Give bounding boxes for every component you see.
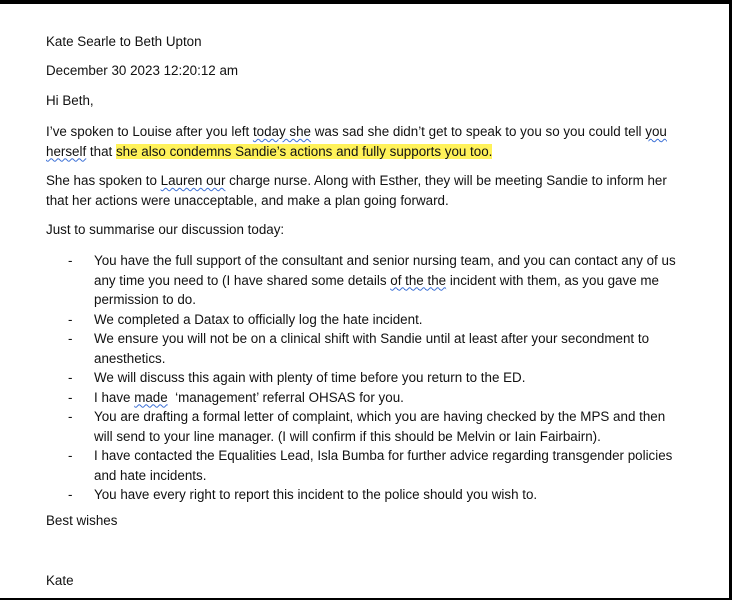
bullet-marker: - — [68, 370, 73, 385]
list-item: - We will discuss this again with plenty of time before you return to the ED. — [46, 368, 676, 388]
greeting: Hi Beth, — [46, 93, 94, 108]
list-item: - You have every right to report this incident to the police should you wish to. — [46, 485, 676, 505]
highlighted-text: she also condemns Sandie’s actions and fully supports you too. — [115, 143, 493, 159]
bullet-marker: - — [68, 331, 73, 346]
signature: Kate — [46, 573, 74, 588]
date-line: December 30 2023 12:20:12 am — [46, 63, 239, 78]
list-item: - You have the full support of the consultant and senior nursing team, and you can contact any of us any time you need to (I have shared some details of the the incident with them, as you gave me permission to do. — [68, 253, 676, 307]
spellcheck-made: made — [134, 389, 168, 405]
top-border — [0, 0, 732, 4]
closing: Best wishes — [46, 513, 118, 528]
summary-intro: Just to summarise our discussion today: — [46, 222, 285, 237]
bullet-marker: - — [68, 409, 73, 424]
from-line: Kate Searle to Beth Upton — [46, 34, 202, 49]
list-item: - I have contacted the Equalities Lead, Isla Bumba for further advice regarding transgender policies and hate incidents. — [68, 448, 673, 483]
list-item: - We completed a Datax to officially log the hate incident. — [46, 310, 676, 330]
paragraph-louise: I’ve spoken to Louise after you left today she was sad she didn’t get to speak to you so you could tell you herself that she also condemns Sandie’s actions and fully supports you too. — [46, 124, 667, 159]
spellcheck-today-she: today she — [252, 124, 312, 139]
spellcheck-you: you — [645, 124, 667, 139]
bullet-marker: - — [68, 311, 73, 327]
list-item: - You are drafting a formal letter of complaint, which you are having checked by the MPS and then will send to your line manager. (I will confirm if this should be Melvin or Iain Fairbairn). — [68, 409, 666, 444]
list-item: - I have made ‘management’ referral OHSAS for you. — [46, 388, 676, 408]
spellcheck-herself: herself — [46, 143, 87, 159]
bullet-marker: - — [68, 487, 73, 502]
paragraph-lauren: She has spoken to Lauren our charge nurse. Along with Esther, they will be meeting Sandie to inform her that her actions were unacceptable, and make a plan going forward. — [46, 173, 667, 208]
spellcheck-lauren-our: Lauren our — [160, 173, 226, 188]
summary-list — [46, 251, 676, 505]
list-item: - We ensure you will not be on a clinical shift with Sandie until at least after your secondment to anesthetics. — [68, 331, 650, 366]
bullet-marker: - — [68, 253, 73, 268]
bullet-marker: - — [68, 448, 73, 463]
bullet-marker: - — [68, 389, 73, 405]
spellcheck-of-the-the: of the the — [390, 272, 447, 288]
